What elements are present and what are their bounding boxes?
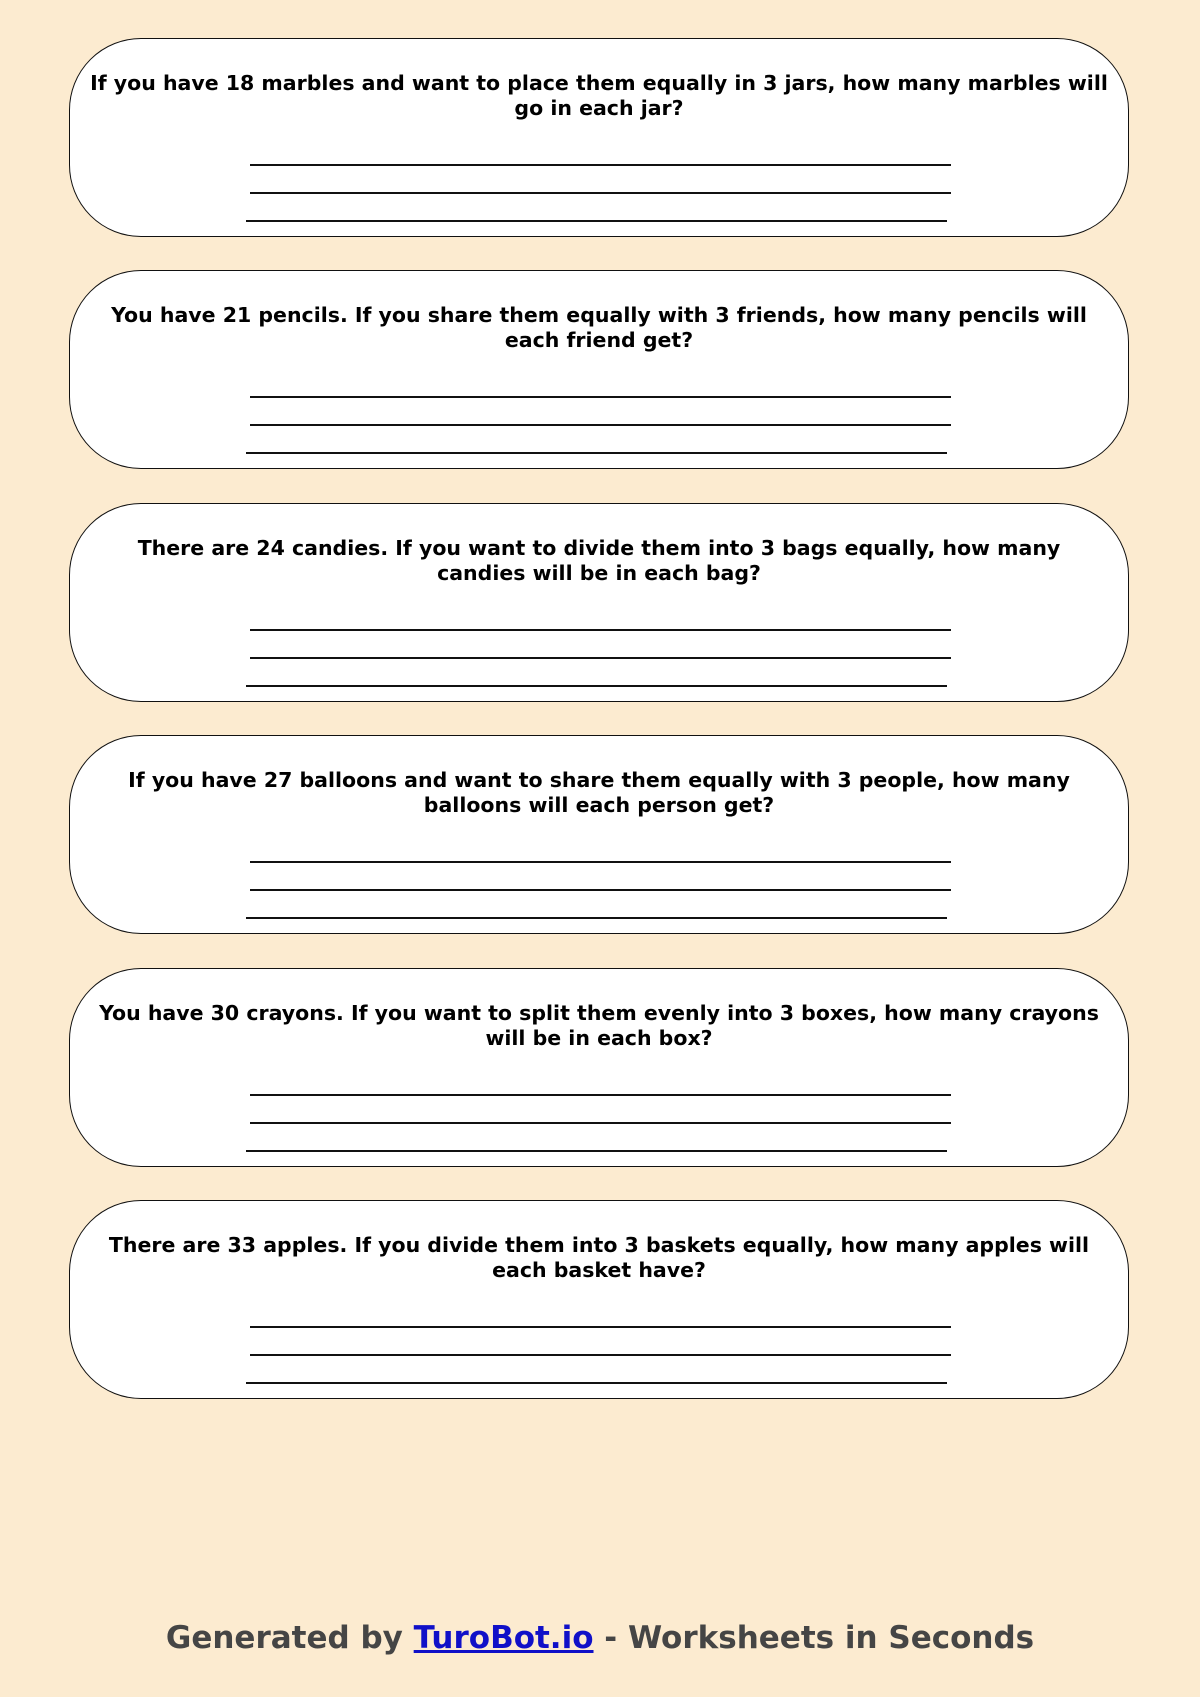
answer-line [250,861,951,863]
question-card-4 [69,735,1129,934]
question-card-3 [69,503,1129,702]
question-card-5 [69,968,1129,1167]
question-card-6 [69,1200,1129,1399]
answer-line [250,1354,951,1356]
answer-line [250,192,951,194]
answer-line [246,1150,947,1152]
answer-line [250,1326,951,1328]
footer-suffix: - Worksheets in Seconds [593,1620,1035,1656]
question-text: You have 30 crayons. If you want to split them evenly into 3 boxes, how many crayons will be in each box? [99,1001,1099,1050]
footer-prefix: Generated by [165,1620,414,1656]
footer-credit [0,1618,1200,1658]
answer-line [250,424,951,426]
answer-line [250,1122,951,1124]
question-text: There are 24 candies. If you want to divide them into 3 bags equally, how many candies will be in each bag? [137,536,1061,585]
answer-line [250,657,951,659]
question-text: If you have 27 balloons and want to share them equally with 3 people, how many balloons will each person get? [128,768,1070,817]
turobot-link[interactable]: TuroBot.io [413,1620,594,1656]
answer-line [250,396,951,398]
answer-line [250,889,951,891]
question-card-1 [69,38,1129,237]
answer-line [250,1094,951,1096]
answer-line [246,220,947,222]
answer-line [246,1382,947,1384]
question-text: There are 33 apples. If you divide them into 3 baskets equally, how many apples will each basket have? [108,1233,1090,1282]
answer-line [250,629,951,631]
question-card-2 [69,270,1129,469]
answer-line [250,164,951,166]
question-text: You have 21 pencils. If you share them equally with 3 friends, how many pencils will each friend get? [111,303,1087,352]
answer-line [246,685,947,687]
answer-line [246,917,947,919]
answer-line [246,452,947,454]
question-text: If you have 18 marbles and want to place them equally in 3 jars, how many marbles will go in each jar? [90,71,1108,120]
